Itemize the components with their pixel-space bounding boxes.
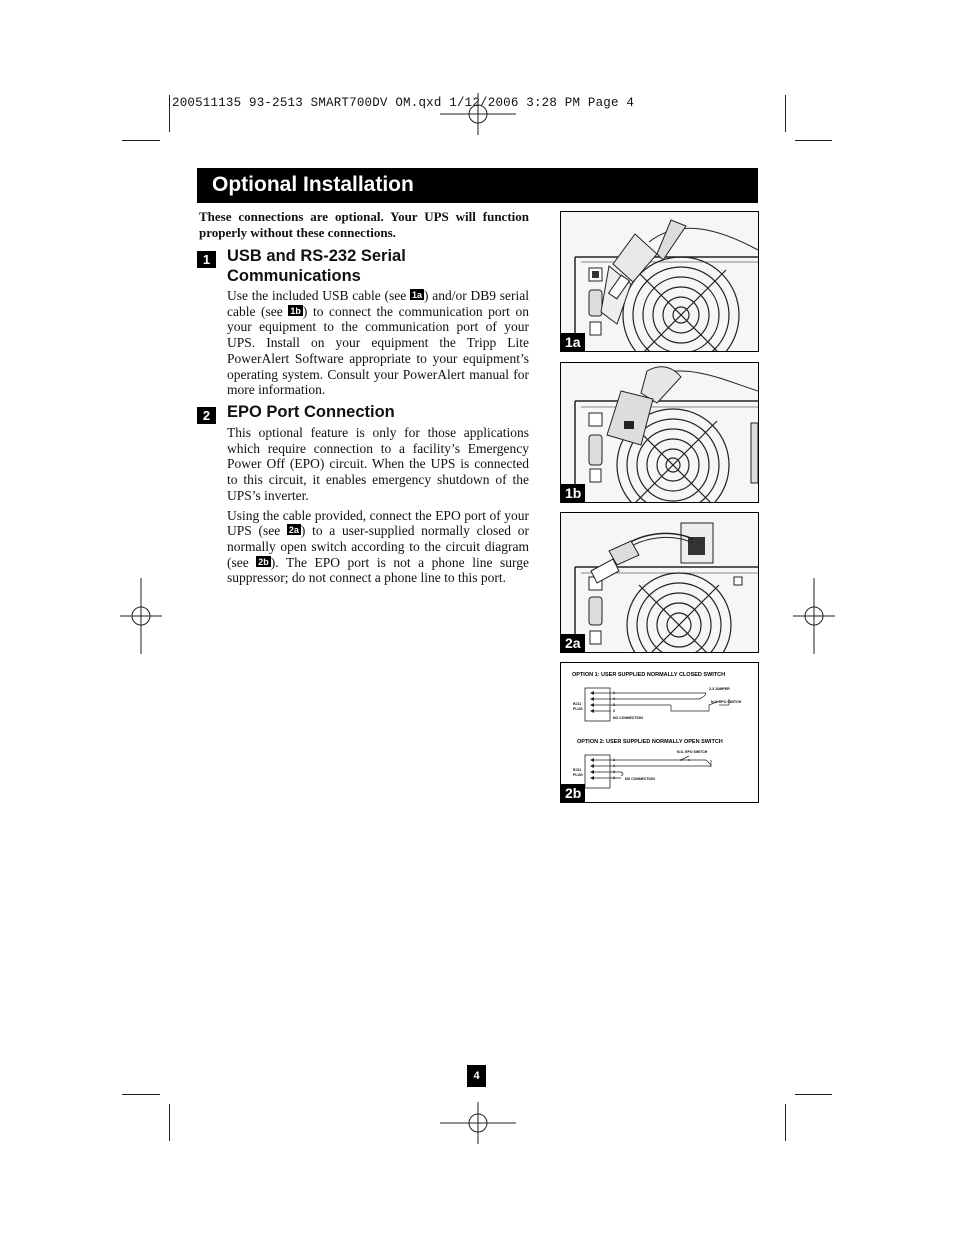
figure-2a-label: 2a: [561, 634, 585, 652]
nc-switch-label: N.C. EPO SWITCH: [711, 700, 742, 704]
ups-epo-illustration: [561, 513, 758, 652]
figure-ref-2b: 2b: [258, 556, 269, 567]
pin-4-label: 4: [613, 697, 615, 701]
figure-ref-2a: 2a: [288, 525, 299, 536]
crop-mark-bottom-left-h: [122, 1094, 160, 1095]
pin-3-label-2: 3: [613, 770, 615, 774]
section-2-paragraph-2: [227, 508, 529, 587]
figure-1a: [560, 211, 759, 352]
crop-mark-top-left-h: [122, 140, 160, 141]
pin-3-label: 3: [613, 703, 615, 707]
section-number-2: 2: [197, 407, 216, 424]
file-slug-line: 200511135 93-2513 SMART700DV OM.qxd 1/12/2006 3:28 PM Page 4: [172, 96, 635, 110]
section-2-text-c: ). The EPO port is not a phone line surge suppressor; do not connect a phone line to this port.: [227, 554, 529, 586]
figure-2a: [560, 512, 759, 653]
figure-ref-1a: 1a: [411, 290, 422, 300]
section-2-paragraph-1: This optional feature is only for those applications which require connection to a facility’s Emergency Power Off (EPO) circuit. When the UPS is connected to this circuit, it enables emergency shutdown of the UPS’s inverter.: [227, 425, 529, 503]
no-connection-label-1: NO CONNECTION: [613, 716, 643, 720]
pin-2-label: 2: [613, 709, 615, 713]
section-2-text-a: Using the cable provided, connect the EPO port of your UPS (see: [227, 507, 529, 539]
figure-1a-label: 1a: [561, 333, 585, 351]
epo-circuit-diagram: [561, 663, 758, 802]
no-switch-label: N.O. EPO SWITCH: [677, 750, 708, 754]
ups-db9-illustration: [561, 363, 758, 502]
pin-1-label-2: 1: [613, 758, 615, 762]
pin-2-label-2: 2: [613, 776, 615, 780]
crop-mark-top-left-v: [169, 95, 170, 132]
section-number-1: 1: [197, 251, 216, 268]
figure-1b: [560, 362, 759, 503]
option-2-title: OPTION 2: USER SUPPLIED NORMALLY OPEN SWITCH: [577, 739, 723, 745]
jumper-label: 2-3 JUMPER: [709, 687, 730, 691]
figure-2b: [560, 662, 759, 803]
plug-label-plug-1: PLUG: [573, 707, 583, 711]
section-1-text-b: ) and/or DB9 serial cable (see: [227, 288, 529, 319]
pin-1-label: 1: [613, 691, 615, 695]
page-number: 4: [467, 1065, 486, 1087]
crop-mark-bottom-right-v: [785, 1104, 786, 1141]
intro-note: These connections are optional. Your UPS will function properly without these connections.: [199, 209, 529, 240]
page-title: Optional Installation: [212, 173, 414, 196]
figure-ref-1b: 1b: [290, 305, 301, 316]
registration-mark-top: [440, 93, 516, 135]
plug-label-rj11-2: RJ11: [573, 768, 582, 772]
crop-mark-bottom-left-v: [169, 1104, 170, 1141]
no-connection-label-2: NO CONNECTION: [625, 777, 655, 781]
crop-mark-bottom-right-h: [795, 1094, 832, 1095]
section-2-body: [227, 425, 529, 586]
section-1-text-c: ) to connect the communication port on your equipment to the communication port of your UPS. Install on your equipment the Tripp Lite PowerAlert Software appropriate to your equipment’s operating system. Consult your PowerAlert manual for more information.: [227, 303, 529, 398]
registration-mark-bottom: [440, 1102, 516, 1144]
section-1-title-line1: USB and RS-232 Serial: [227, 247, 406, 265]
plug-label-plug-2: PLUG: [573, 773, 583, 777]
section-1-text-a: Use the included USB cable (see: [227, 288, 410, 303]
section-2-title: EPO Port Connection: [227, 403, 395, 421]
option-1-title: OPTION 1: USER SUPPLIED NORMALLY CLOSED SWITCH: [572, 672, 726, 678]
section-1-body: [227, 288, 529, 398]
plug-label-rj11-1: RJ11: [573, 702, 582, 706]
registration-mark-left: [120, 578, 162, 654]
figure-1b-label: 1b: [561, 484, 585, 502]
section-1-title-line2: Communications: [227, 266, 361, 285]
registration-mark-right: [793, 578, 835, 654]
section-2-text-b: ) to a user-supplied normally closed or normally open switch according to the circuit diagram (see: [227, 523, 529, 570]
section-header-bar: [197, 168, 758, 203]
section-1-title: [227, 247, 406, 286]
ups-usb-illustration: [561, 212, 758, 351]
crop-mark-top-right-v: [785, 95, 786, 132]
figure-2b-label: 2b: [561, 784, 585, 802]
crop-mark-top-right-h: [795, 140, 832, 141]
pin-4-label-2: 4: [613, 764, 615, 768]
